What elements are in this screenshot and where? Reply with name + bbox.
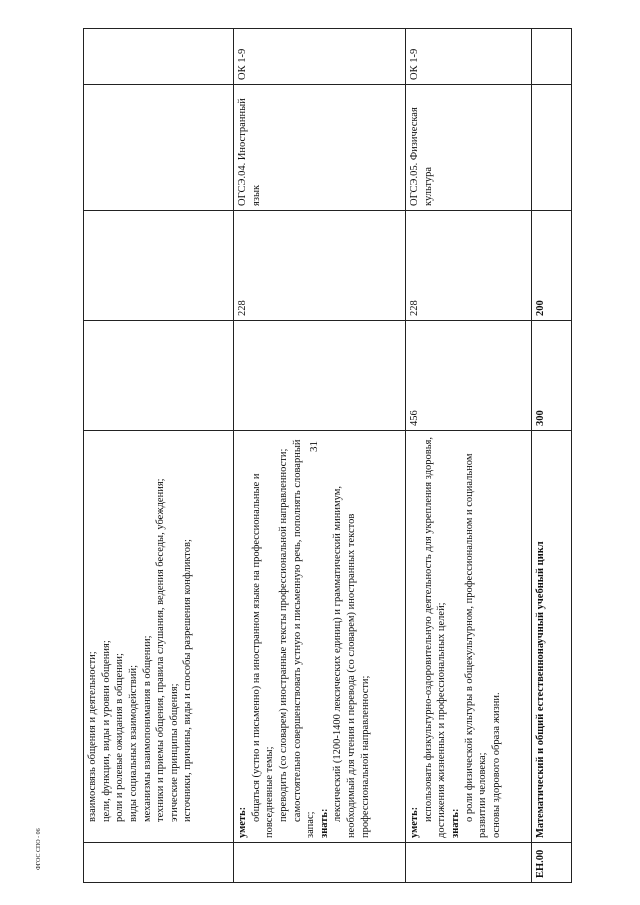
index-cell	[234, 843, 406, 883]
section-heading: знать:	[318, 808, 330, 838]
content-cell	[84, 431, 234, 843]
competencies-cell: ОК 1-9	[234, 29, 406, 85]
content-line: цели, функции, виды и уровни общения;	[100, 640, 112, 822]
section-heading: уметь:	[237, 806, 248, 838]
content-cell	[406, 431, 532, 843]
content-line: о роли физической культуры в общекультурном, профессиональном и социальном развитии человека;	[463, 453, 489, 838]
competencies-cell	[532, 29, 572, 85]
content-line: техники и приемы общения, правила слушания, ведения беседы, убеждения;	[155, 478, 167, 822]
competencies-cell	[84, 29, 234, 85]
table-row	[532, 29, 572, 883]
section-heading: уметь:	[409, 806, 420, 838]
curriculum-table-body	[84, 29, 572, 883]
section-heading: знать:	[449, 808, 461, 838]
table-row	[234, 29, 406, 883]
content-line: переводить (со словарем) иностранные тексты профессиональной направленности;	[277, 448, 289, 822]
content-line: использовать физкультурно-оздоровительную деятельность для укрепления здоровья, достижения жизненных и профессиональных целей;	[422, 437, 448, 838]
content-line: роли и ролевые ожидания в общении;	[114, 653, 126, 822]
content-line: этические принципы общения;	[168, 683, 180, 822]
discipline-cell	[532, 85, 572, 211]
index-cell: ЕН.00	[532, 843, 572, 883]
discipline-cell: ОГСЭ.04. Иностранный язык	[234, 85, 406, 211]
content-line: самостоятельно совершенствовать устную и письменную речь, пополнять словарный запас;	[291, 439, 317, 838]
content-line: лексический (1200-1400 лексических единиц) и грамматический минимум, необходимый для чтения и перевода (со словарем) иностранных текстов профессиональной направленности;	[332, 485, 371, 838]
total-hours-cell: 456	[406, 321, 532, 431]
content-cell	[532, 431, 572, 843]
index-cell	[406, 843, 532, 883]
index-cell	[84, 843, 234, 883]
hours-cell: 200	[532, 211, 572, 321]
content-line: взаимосвязь общения и деятельности;	[87, 651, 98, 822]
table-row	[84, 29, 234, 883]
hours-cell: 228	[406, 211, 532, 321]
total-hours-cell	[84, 321, 234, 431]
table-row	[406, 29, 532, 883]
content-line: виды социальных взаимодействий;	[127, 664, 139, 822]
competencies-cell: ОК 1-9	[406, 29, 532, 85]
curriculum-table	[83, 28, 572, 883]
total-hours-cell: 300	[532, 321, 572, 431]
discipline-cell: ОГСЭ.05. Физическая культура	[406, 85, 532, 211]
total-hours-cell	[234, 321, 406, 431]
content-line: общаться (устно и письменно) на иностранном языке на профессиональные и повседневные темы;	[250, 473, 276, 838]
content-line: механизмы взаимопонимания в общении;	[141, 635, 153, 822]
hours-cell	[84, 211, 234, 321]
section-heading: Математический и общий естественнонаучный учебный цикл	[535, 541, 546, 838]
hours-cell: 228	[234, 211, 406, 321]
page-number: 31	[308, 441, 320, 452]
rotated-page-content	[83, 29, 571, 883]
footer-code: ФГОС СПО - 06	[36, 828, 42, 870]
discipline-cell	[84, 85, 234, 211]
content-line: основы здорового образа жизни.	[490, 692, 502, 838]
content-line: источники, причины, виды и способы разрешения конфликтов;	[182, 539, 194, 822]
content-cell	[234, 431, 406, 843]
